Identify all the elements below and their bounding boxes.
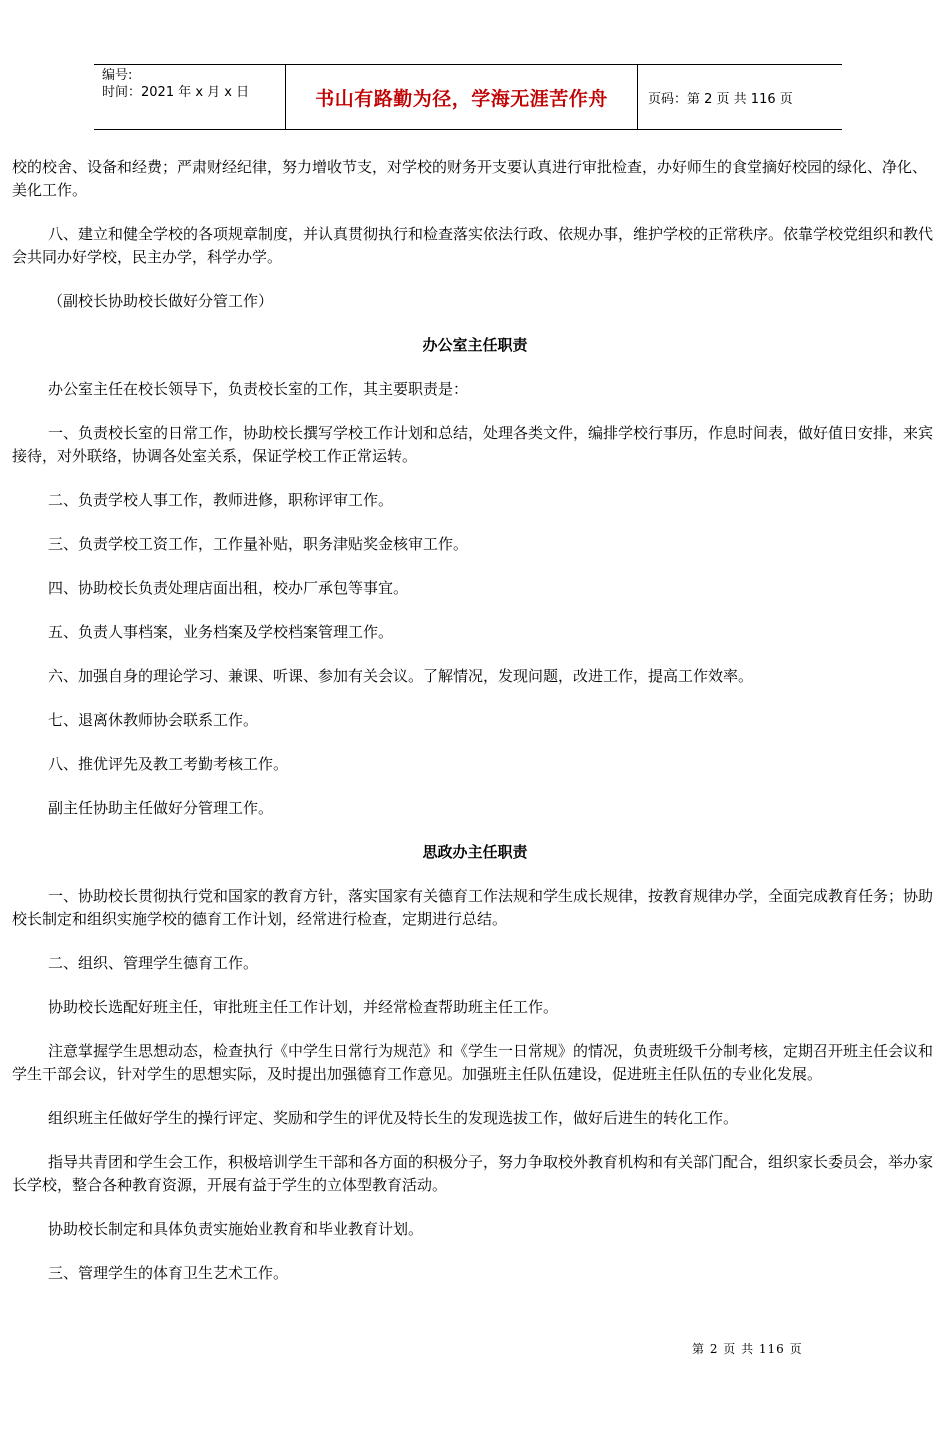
document-body — [12, 156, 938, 1306]
paragraph: 指导共青团和学生会工作，积极培训学生干部和各方面的积极分子，努力争取校外教育机构和有关部门配合，组织家长委员会，举办家长学校，整合各种教育资源，开展有益于学生的立体型教育活动。 — [12, 1153, 934, 1194]
paragraph: 协助校长选配好班主任，审批班主任工作计划，并经常检查帮助班主任工作。 — [48, 998, 559, 1016]
paragraph: 副主任协助主任做好分管理工作。 — [48, 799, 274, 817]
paragraph: 一、负责校长室的日常工作，协助校长撰写学校工作计划和总结，处理各类文件，编排学校行事历，作息时间表，做好值日安排，来宾接待，对外联络，协调各处室关系，保证学校工作正常运转。 — [12, 424, 934, 465]
paragraph: 二、组织、管理学生德育工作。 — [48, 954, 259, 972]
paragraph: 注意掌握学生思想动态，检查执行《中学生日常行为规范》和《学生一日常规》的情况，负责班级千分制考核，定期召开班主任会议和学生干部会议，针对学生的思想实际，及时提出加强德育工作意见。加强班主任队伍建设，促进班主任队伍的专业化发展。 — [12, 1042, 934, 1083]
paragraph: 八、建立和健全学校的各项规章制度，并认真贯彻执行和检查落实依法行政、依规办事，维护学校的正常秩序。依靠学校党组织和教代会共同办好学校，民主办学，科学办学。 — [12, 225, 934, 266]
paragraph: （副校长协助校长做好分管工作） — [48, 292, 274, 310]
paragraph: 一、协助校长贯彻执行党和国家的教育方针，落实国家有关德育工作法规和学生成长规律，按教育规律办学，全面完成教育任务；协助校长制定和组织实施学校的德育工作计划，经常进行检查，定期进行总结。 — [12, 887, 934, 928]
paragraph: 协助校长制定和具体负责实施始业教育和毕业教育计划。 — [48, 1220, 424, 1238]
header-info-cell — [94, 65, 285, 129]
paragraph: 三、管理学生的体育卫生艺术工作。 — [48, 1264, 289, 1282]
page-footer: 第 2 页 共 116 页 — [692, 1342, 803, 1356]
paragraph: 办公室主任在校长领导下，负责校长室的工作，其主要职责是： — [48, 380, 469, 398]
document-header — [94, 64, 842, 130]
paragraph: 五、负责人事档案，业务档案及学校档案管理工作。 — [48, 623, 394, 641]
section-heading-political-director: 思政办主任职责 — [422, 843, 528, 861]
paragraph: 七、退离休教师协会联系工作。 — [48, 711, 259, 729]
header-motto: 书山有路勤为径，学海无涯苦作舟 — [285, 65, 638, 129]
section-heading-office-director: 办公室主任职责 — [422, 336, 528, 354]
document-time-label: 时间：2021 年 x 月 x 日 — [102, 85, 250, 100]
paragraph: 校的校舍、设备和经费；严肃财经纪律，努力增收节支，对学校的财务开支要认真进行审批检查，办好师生的食堂摘好校园的绿化、净化、美化工作。 — [12, 158, 928, 199]
paragraph: 组织班主任做好学生的操行评定、奖励和学生的评优及特长生的发现选拔工作，做好后进生的转化工作。 — [48, 1109, 739, 1127]
header-page-label: 页码：第 2 页 共 116 页 — [648, 91, 793, 107]
paragraph: 六、加强自身的理论学习、兼课、听课、参加有关会议。了解情况，发现问题，改进工作，提高工作效率。 — [48, 667, 754, 685]
paragraph: 八、推优评先及教工考勤考核工作。 — [48, 755, 289, 773]
paragraph: 四、协助校长负责处理店面出租，校办厂承包等事宜。 — [48, 579, 409, 597]
document-number-label: 编号: — [102, 68, 133, 83]
paragraph: 二、负责学校人事工作，教师进修，职称评审工作。 — [48, 491, 394, 509]
paragraph: 三、负责学校工资工作，工作量补贴，职务津贴奖金核审工作。 — [48, 535, 469, 553]
